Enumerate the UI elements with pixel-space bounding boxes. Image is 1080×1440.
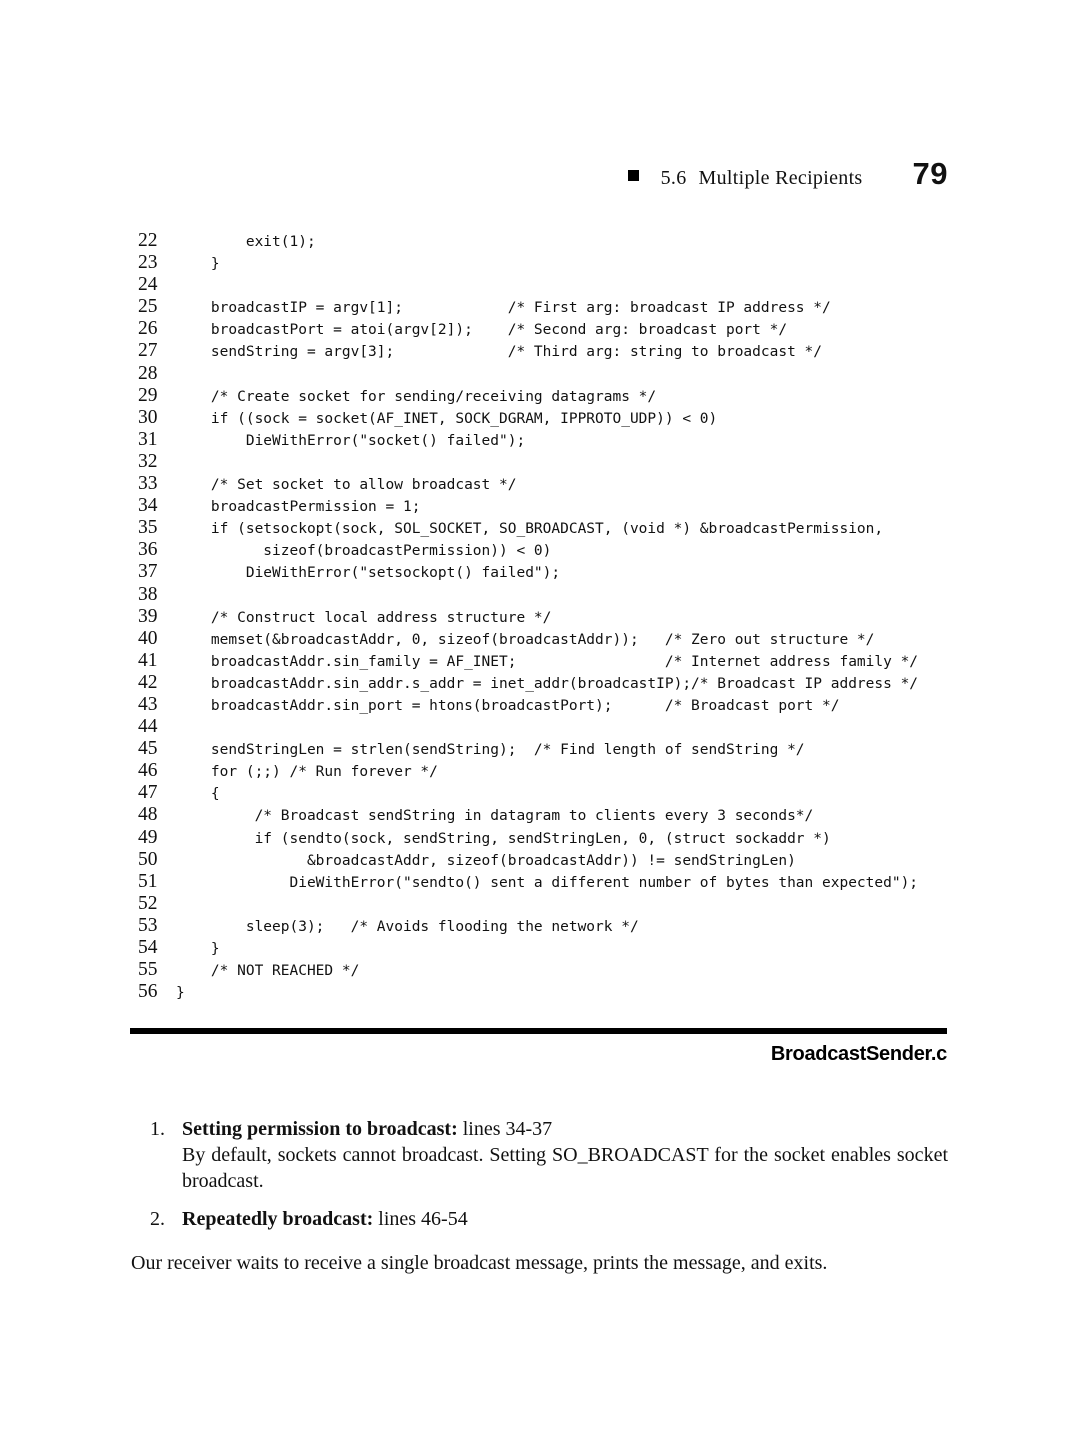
code-text: } [176,941,220,957]
code-text: broadcastAddr.sin_family = AF_INET; /* Internet address family */ [176,653,919,670]
note-marker: 2. [150,1208,165,1230]
code-text: broadcastPort = atoi(argv[2]); /* Second arg: broadcast port */ [176,322,788,339]
code-line [138,561,918,583]
code-text: sizeof(broadcastPermission)) < 0) [176,543,552,560]
code-line [138,451,918,473]
code-text: exit(1); [176,234,316,250]
code-text: /* Broadcast sendString in datagram to clients every 3 seconds*/ [176,808,814,825]
line-number: 38 [138,583,158,605]
note-heading: Repeatedly broadcast: [182,1208,374,1230]
code-text: sendString = argv[3]; /* Third arg: string to broadcast */ [176,344,823,361]
code-text: /* Create socket for sending/receiving datagrams */ [176,388,657,405]
section-title: Multiple Recipients [698,167,863,189]
note-marker: 1. [150,1118,165,1140]
notes-list [150,1116,948,1244]
code-line [138,539,918,561]
line-number: 22 [138,230,158,251]
line-number: 25 [138,296,158,318]
code-line [138,517,918,539]
line-number: 44 [138,716,158,738]
code-line [138,981,918,1003]
code-text: sendStringLen = strlen(sendString); /* Find length of sendString */ [176,742,805,759]
line-number: 37 [138,561,158,583]
line-number: 27 [138,340,158,362]
code-line [138,274,918,296]
line-number: 43 [138,693,158,715]
running-head [628,156,948,192]
line-number: 40 [138,627,158,649]
code-text: if (sendto(sock, sendString, sendStringLen, 0, (struct sockaddr *) [176,830,831,847]
line-number: 39 [138,605,158,627]
note-heading: Setting permission to broadcast: [182,1118,458,1140]
code-line [138,849,918,871]
note-text [182,1206,948,1232]
code-line [138,584,918,606]
section-number: 5.6 [660,167,687,189]
code-text: &broadcastAddr, sizeof(broadcastAddr)) != sendStringLen) [176,852,796,869]
code-text: { [176,786,220,803]
code-text: if (setsockopt(sock, SOL_SOCKET, SO_BROADCAST, (void *) &broadcastPermission, [176,521,884,538]
code-listing-lines [138,230,918,1003]
note-text [182,1116,948,1194]
note-item [150,1206,948,1232]
code-line [138,363,918,385]
section-marker-icon [628,170,639,181]
line-number: 53 [138,914,158,936]
code-text: } [176,985,185,1002]
code-line [138,694,918,716]
line-number: 23 [138,252,158,274]
line-number: 50 [138,848,158,870]
line-number: 52 [138,892,158,914]
line-number: 46 [138,760,158,782]
code-text: /* Construct local address structure */ [176,609,552,626]
note-body: By default, sockets cannot broadcast. Setting SO_BROADCAST for the socket enables socket broadcast. [182,1144,948,1192]
note-heading-line [182,1206,948,1232]
code-line [138,385,918,407]
line-number: 42 [138,671,158,693]
code-text: /* NOT REACHED */ [176,963,360,980]
line-number: 51 [138,870,158,892]
line-number: 41 [138,649,158,671]
line-number: 47 [138,782,158,804]
code-line [138,628,918,650]
listing-divider [130,1028,947,1034]
code-line [138,827,918,849]
code-line [138,318,918,340]
code-line [138,340,918,362]
note-item [150,1116,948,1194]
code-line [138,893,918,915]
code-line [138,937,918,959]
line-number: 35 [138,517,158,539]
note-line-ref: lines 46-54 [373,1208,468,1230]
code-line [138,672,918,694]
code-line [138,230,918,252]
line-number: 49 [138,826,158,848]
code-line [138,252,918,274]
code-line [138,606,918,628]
note-heading-line [182,1116,948,1142]
code-text: sleep(3); /* Avoids flooding the network */ [176,918,639,935]
code-text: broadcastAddr.sin_addr.s_addr = inet_addr(broadcastIP);/* Broadcast IP address */ [176,675,919,692]
line-number: 55 [138,959,158,981]
code-line [138,495,918,517]
code-text: broadcastIP = argv[1]; /* First arg: broadcast IP address */ [176,300,831,317]
code-line [138,650,918,672]
line-number: 45 [138,738,158,760]
line-number: 30 [138,406,158,428]
code-listing [138,230,918,1003]
code-text: DieWithError("sendto() sent a different number of bytes than expected"); [176,874,919,891]
code-line [138,782,918,804]
code-line [138,915,918,937]
code-line [138,296,918,318]
line-number: 31 [138,428,158,450]
line-number: 48 [138,804,158,826]
listing-caption: BroadcastSender.c [770,1043,947,1065]
line-number: 24 [138,274,158,296]
line-number: 26 [138,318,158,340]
code-line [138,738,918,760]
code-text: for (;;) /* Run forever */ [176,764,438,781]
code-text: broadcastAddr.sin_port = htons(broadcastPort); /* Broadcast port */ [176,697,840,714]
code-text: } [176,256,220,273]
page-number: 79 [912,156,948,191]
code-text: memset(&broadcastAddr, 0, sizeof(broadcastAddr)); /* Zero out structure */ [176,631,875,648]
code-line [138,407,918,429]
line-number: 29 [138,384,158,406]
closing-paragraph: Our receiver waits to receive a single broadcast message, prints the message, and exits. [131,1252,828,1274]
line-number: 56 [138,981,158,1003]
line-number: 28 [138,362,158,384]
line-number: 54 [138,937,158,958]
code-line [138,716,918,738]
code-text: /* Set socket to allow broadcast */ [176,477,517,494]
line-number: 33 [138,473,158,495]
line-number: 32 [138,450,158,472]
line-number: 36 [138,539,158,561]
code-line [138,804,918,826]
code-line [138,760,918,782]
code-text: DieWithError("setsockopt() failed"); [176,565,561,582]
code-line [138,959,918,981]
line-number: 34 [138,495,158,517]
note-line-ref: lines 34-37 [457,1118,553,1140]
code-line [138,871,918,893]
code-text: DieWithError("socket() failed"); [176,432,526,449]
code-text: if ((sock = socket(AF_INET, SOCK_DGRAM, IPPROTO_UDP)) < 0) [176,410,718,427]
code-text: broadcastPermission = 1; [176,499,421,516]
code-line [138,473,918,495]
code-line [138,429,918,451]
